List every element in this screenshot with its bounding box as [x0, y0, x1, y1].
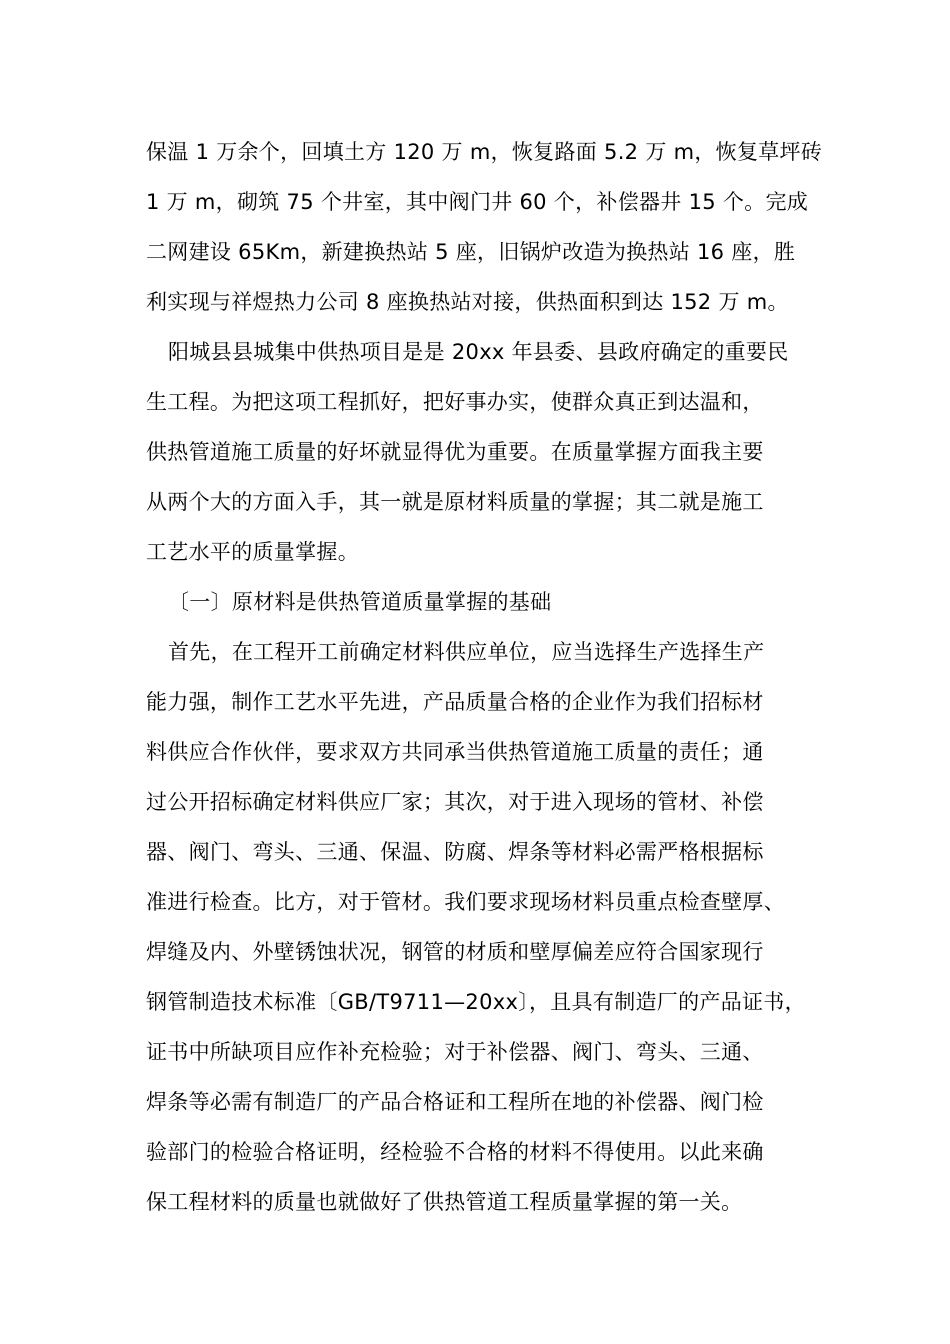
section-heading: 〔一〕原材料是供热管道质量掌握的基础 — [168, 590, 552, 614]
paragraph-line: 保工程材料的质量也就做好了供热管道工程质量掌握的第一关。 — [146, 1190, 743, 1214]
paragraph-line: 证书中所缺项目应作补充检验；对于补偿器、阀门、弯头、三通、 — [146, 1040, 764, 1064]
paragraph-line: 过公开招标确定材料供应厂家；其次，对于进入现场的管材、补偿 — [146, 790, 764, 814]
paragraph-line: 验部门的检验合格证明，经检验不合格的材料不得使用。以此来确 — [146, 1140, 764, 1164]
paragraph-line: 料供应合作伙伴，要求双方共同承当供热管道施工质量的责任；通 — [146, 740, 764, 764]
paragraph-line: 工艺水平的质量掌握。 — [146, 540, 359, 564]
paragraph-line: 钢管制造技术标准〔GB/T9711—20xx〕，且具有制造厂的产品证书， — [146, 990, 806, 1014]
paragraph-line: 阳城县县城集中供热项目是是 20xx 年县委、县政府确定的重要民 — [168, 340, 789, 364]
paragraph-line: 焊条等必需有制造厂的产品合格证和工程所在地的补偿器、阀门检 — [146, 1090, 764, 1114]
paragraph-line: 生工程。为把这项工程抓好，把好事办实，使群众真正到达温和， — [146, 390, 764, 414]
paragraph-line: 器、阀门、弯头、三通、保温、防腐、焊条等材料必需严格根据标 — [146, 840, 764, 864]
paragraph-line: 二网建设 65Km，新建换热站 5 座，旧锅炉改造为换热站 16 座，胜 — [146, 240, 796, 264]
paragraph-line: 能力强，制作工艺水平先进，产品质量合格的企业作为我们招标材 — [146, 690, 764, 714]
paragraph-line: 首先，在工程开工前确定材料供应单位，应当选择生产选择生产 — [168, 640, 765, 664]
paragraph-line: 准进行检查。比方，对于管材。我们要求现场材料员重点检查壁厚、 — [146, 890, 785, 914]
paragraph-line: 利实现与祥煜热力公司 8 座换热站对接，供热面积到达 152 万 m。 — [146, 290, 789, 314]
paragraph-line: 供热管道施工质量的好坏就显得优为重要。在质量掌握方面我主要 — [146, 440, 764, 464]
paragraph-line: 焊缝及内、外壁锈蚀状况，钢管的材质和壁厚偏差应符合国家现行 — [146, 940, 764, 964]
paragraph-line: 1 万 m，砌筑 75 个井室，其中阀门井 60 个，补偿器井 15 个。完成 — [146, 190, 809, 214]
paragraph-line: 从两个大的方面入手，其一就是原材料质量的掌握；其二就是施工 — [146, 490, 764, 514]
paragraph-line: 保温 1 万余个，回填土方 120 万 m，恢复路面 5.2 万 m，恢复草坪砖 — [146, 140, 823, 164]
